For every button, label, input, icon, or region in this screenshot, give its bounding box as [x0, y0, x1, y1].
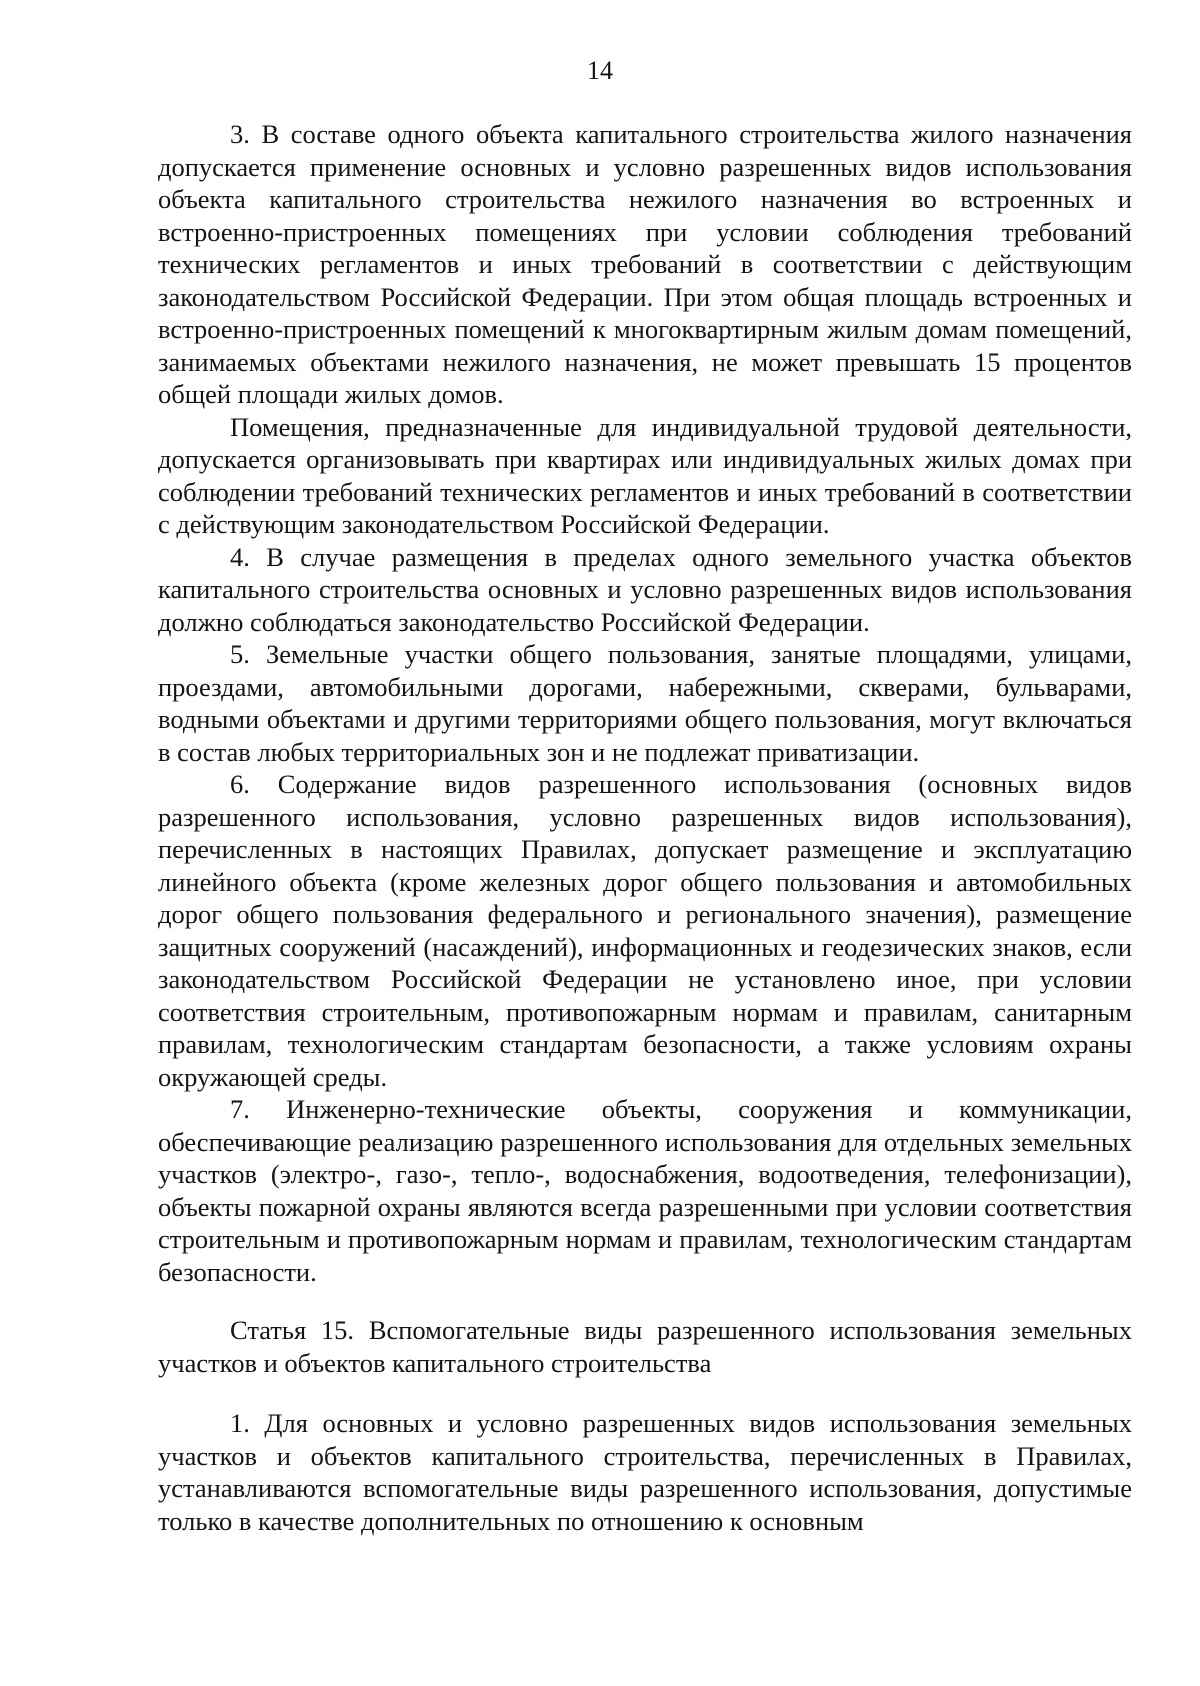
paragraph-6: 6. Содержание видов разрешенного использования (основных видов разрешенного использования, условно разрешенных видов использования), перечисленных в настоящих Правилах, допускает размещение и эксплуатацию линейного объекта (кроме железных дорог общего пользования и автомобильных дорог общего пользования федерального и регионального значения), размещение защитных сооружений (насаждений), информационных и геодезических знаков, если законодательством Российской Федерации не установлено иное, при условии соответствия строительным, противопожарным нормам и правилам, санитарным правилам, технологическим стандартам безопасности, а также условиям охраны окружающей среды. — [158, 769, 1132, 1092]
paragraph-7: 7. Инженерно-технические объекты, сооружения и коммуникации, обеспечивающие реализацию разрешенного использования для отдельных земельных участков (электро-, газо-, тепло-, водоснабжения, водоотведения, телефонизации), объекты пожарной охраны являются всегда разрешенными при условии соответствия строительным и противопожарным нормам и правилам, технологическим стандартам безопасности. — [158, 1094, 1132, 1287]
paragraph-5: 5. Земельные участки общего пользования, занятые площадями, улицами, проездами, автомобильными дорогами, набережными, скверами, бульварами, водными объектами и другими территориями общего пользования, могут включаться в состав любых территориальных зон и не подлежат приватизации. — [158, 639, 1132, 767]
article-15-heading: Статья 15. Вспомогательные виды разрешенного использования земельных участков и объектов капитального строительства — [158, 1315, 1132, 1378]
paragraph-4: 4. В случае размещения в пределах одного земельного участка объектов капитального строительства основных и условно разрешенных видов использования должно соблюдаться законодательство Российской Федерации. — [158, 541, 1132, 637]
document-body — [158, 118, 1132, 1537]
paragraph-3: 3. В составе одного объекта капитального строительства жилого назначения допускается применение основных и условно разрешенных видов использования объекта капитального строительства нежилого назначения во встроенных и встроенно-пристроенных помещениях при условии соблюдения требований технических регламентов и иных требований в соответствии с действующим законодательством Российской Федерации. При этом общая площадь встроенных и встроенно-пристроенных помещений к многоквартирным жилым домам помещений, занимаемых объектами нежилого назначения, не может превышать 15 процентов общей площади жилых домов. — [158, 119, 1132, 409]
page-number: 14 — [587, 56, 613, 85]
article-15-paragraph-1: 1. Для основных и условно разрешенных видов использования земельных участков и объектов капитального строительства, перечисленных в Правилах, устанавливаются вспомогательные виды разрешенного использования, допустимые только в качестве дополнительных по отношению к основным — [158, 1408, 1132, 1536]
paragraph-premises: Помещения, предназначенные для индивидуальной трудовой деятельности, допускается организовывать при квартирах или индивидуальных жилых домах при соблюдении требований технических регламентов и иных требований в соответствии с действующим законодательством Российской Федерации. — [158, 411, 1132, 539]
